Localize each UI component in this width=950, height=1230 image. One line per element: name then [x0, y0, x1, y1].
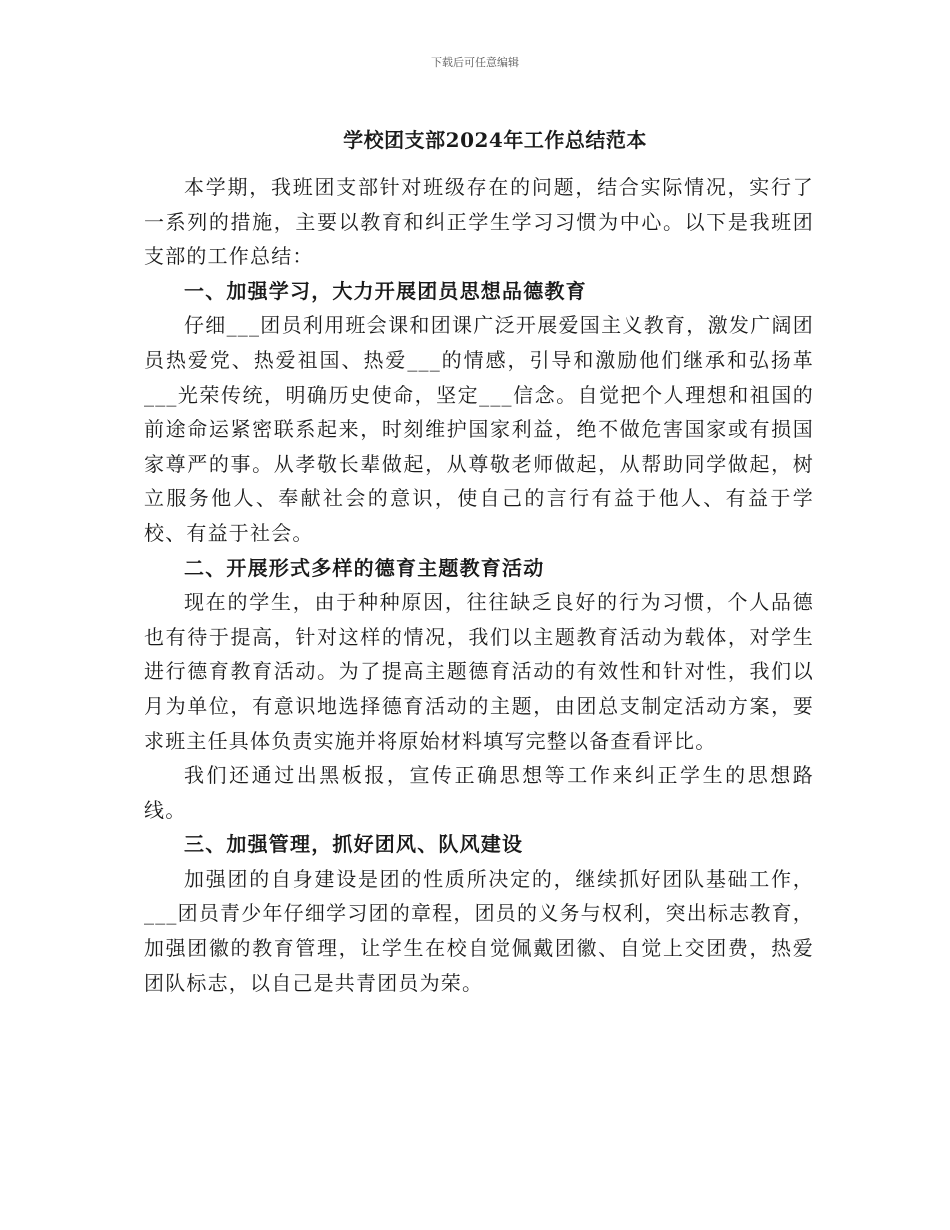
section-3-paragraph-1: 加强团的自身建设是团的性质所决定的，继续抓好团队基础工作，___团员青少年仔细学习团的章程，团员的义务与权利，突出标志教育，加强团徽的教育管理，让学生在校自觉佩戴团徽、自觉上交团费，热爱团队标志，以自己是共青团员为荣。 — [144, 866, 814, 995]
document-body — [144, 170, 814, 1000]
section-1-heading: 一、加强学习，大力开展团员思想品德教育 — [184, 278, 587, 303]
section-2-paragraph-2: 我们还通过出黑板报，宣传正确思想等工作来纠正学生的思想路线。 — [144, 763, 814, 822]
section-3-heading: 三、加强管理，抓好团风、队风建设 — [184, 832, 524, 857]
section-2-paragraph-1: 现在的学生，由于种种原因，往往缺乏良好的行为习惯，个人品德也有待于提高，针对这样的情况，我们以主题教育活动为载体，对学生进行德育教育活动。为了提高主题德育活动的有效性和针对性，我们以月为单位，有意识地选择德育活动的主题，由团总支制定活动方案，要求班主任具体负责实施并将原始材料填写完整以备查看评比。 — [144, 590, 814, 753]
header-note: 下载后可任意编辑 — [431, 56, 519, 69]
intro-paragraph: 本学期，我班团支部针对班级存在的问题，结合实际情况，实行了一系列的措施，主要以教育和纠正学生学习习惯为中心。以下是我班团支部的工作总结： — [144, 175, 814, 269]
section-2-heading: 二、开展形式多样的德育主题教育活动 — [184, 555, 545, 580]
section-1-paragraph-1: 仔细___团员利用班会课和团课广泛开展爱国主义教育，激发广阔团员热爱党、热爱祖国、热爱___的情感，引导和激励他们继承和弘扬革___光荣传统，明确历史使命，坚定___信念。自觉把个人理想和祖国的前途命运紧密联系起来，时刻维护国家利益，绝不做危害国家或有损国家尊严的事。从孝敬长辈做起，从尊敬老师做起，从帮助同学做起，树立服务他人、奉献社会的意识，使自己的言行有益于他人、有益于学校、有益于社会。 — [144, 313, 814, 545]
document-title: 学校团支部2024年工作总结范本 — [343, 128, 647, 152]
